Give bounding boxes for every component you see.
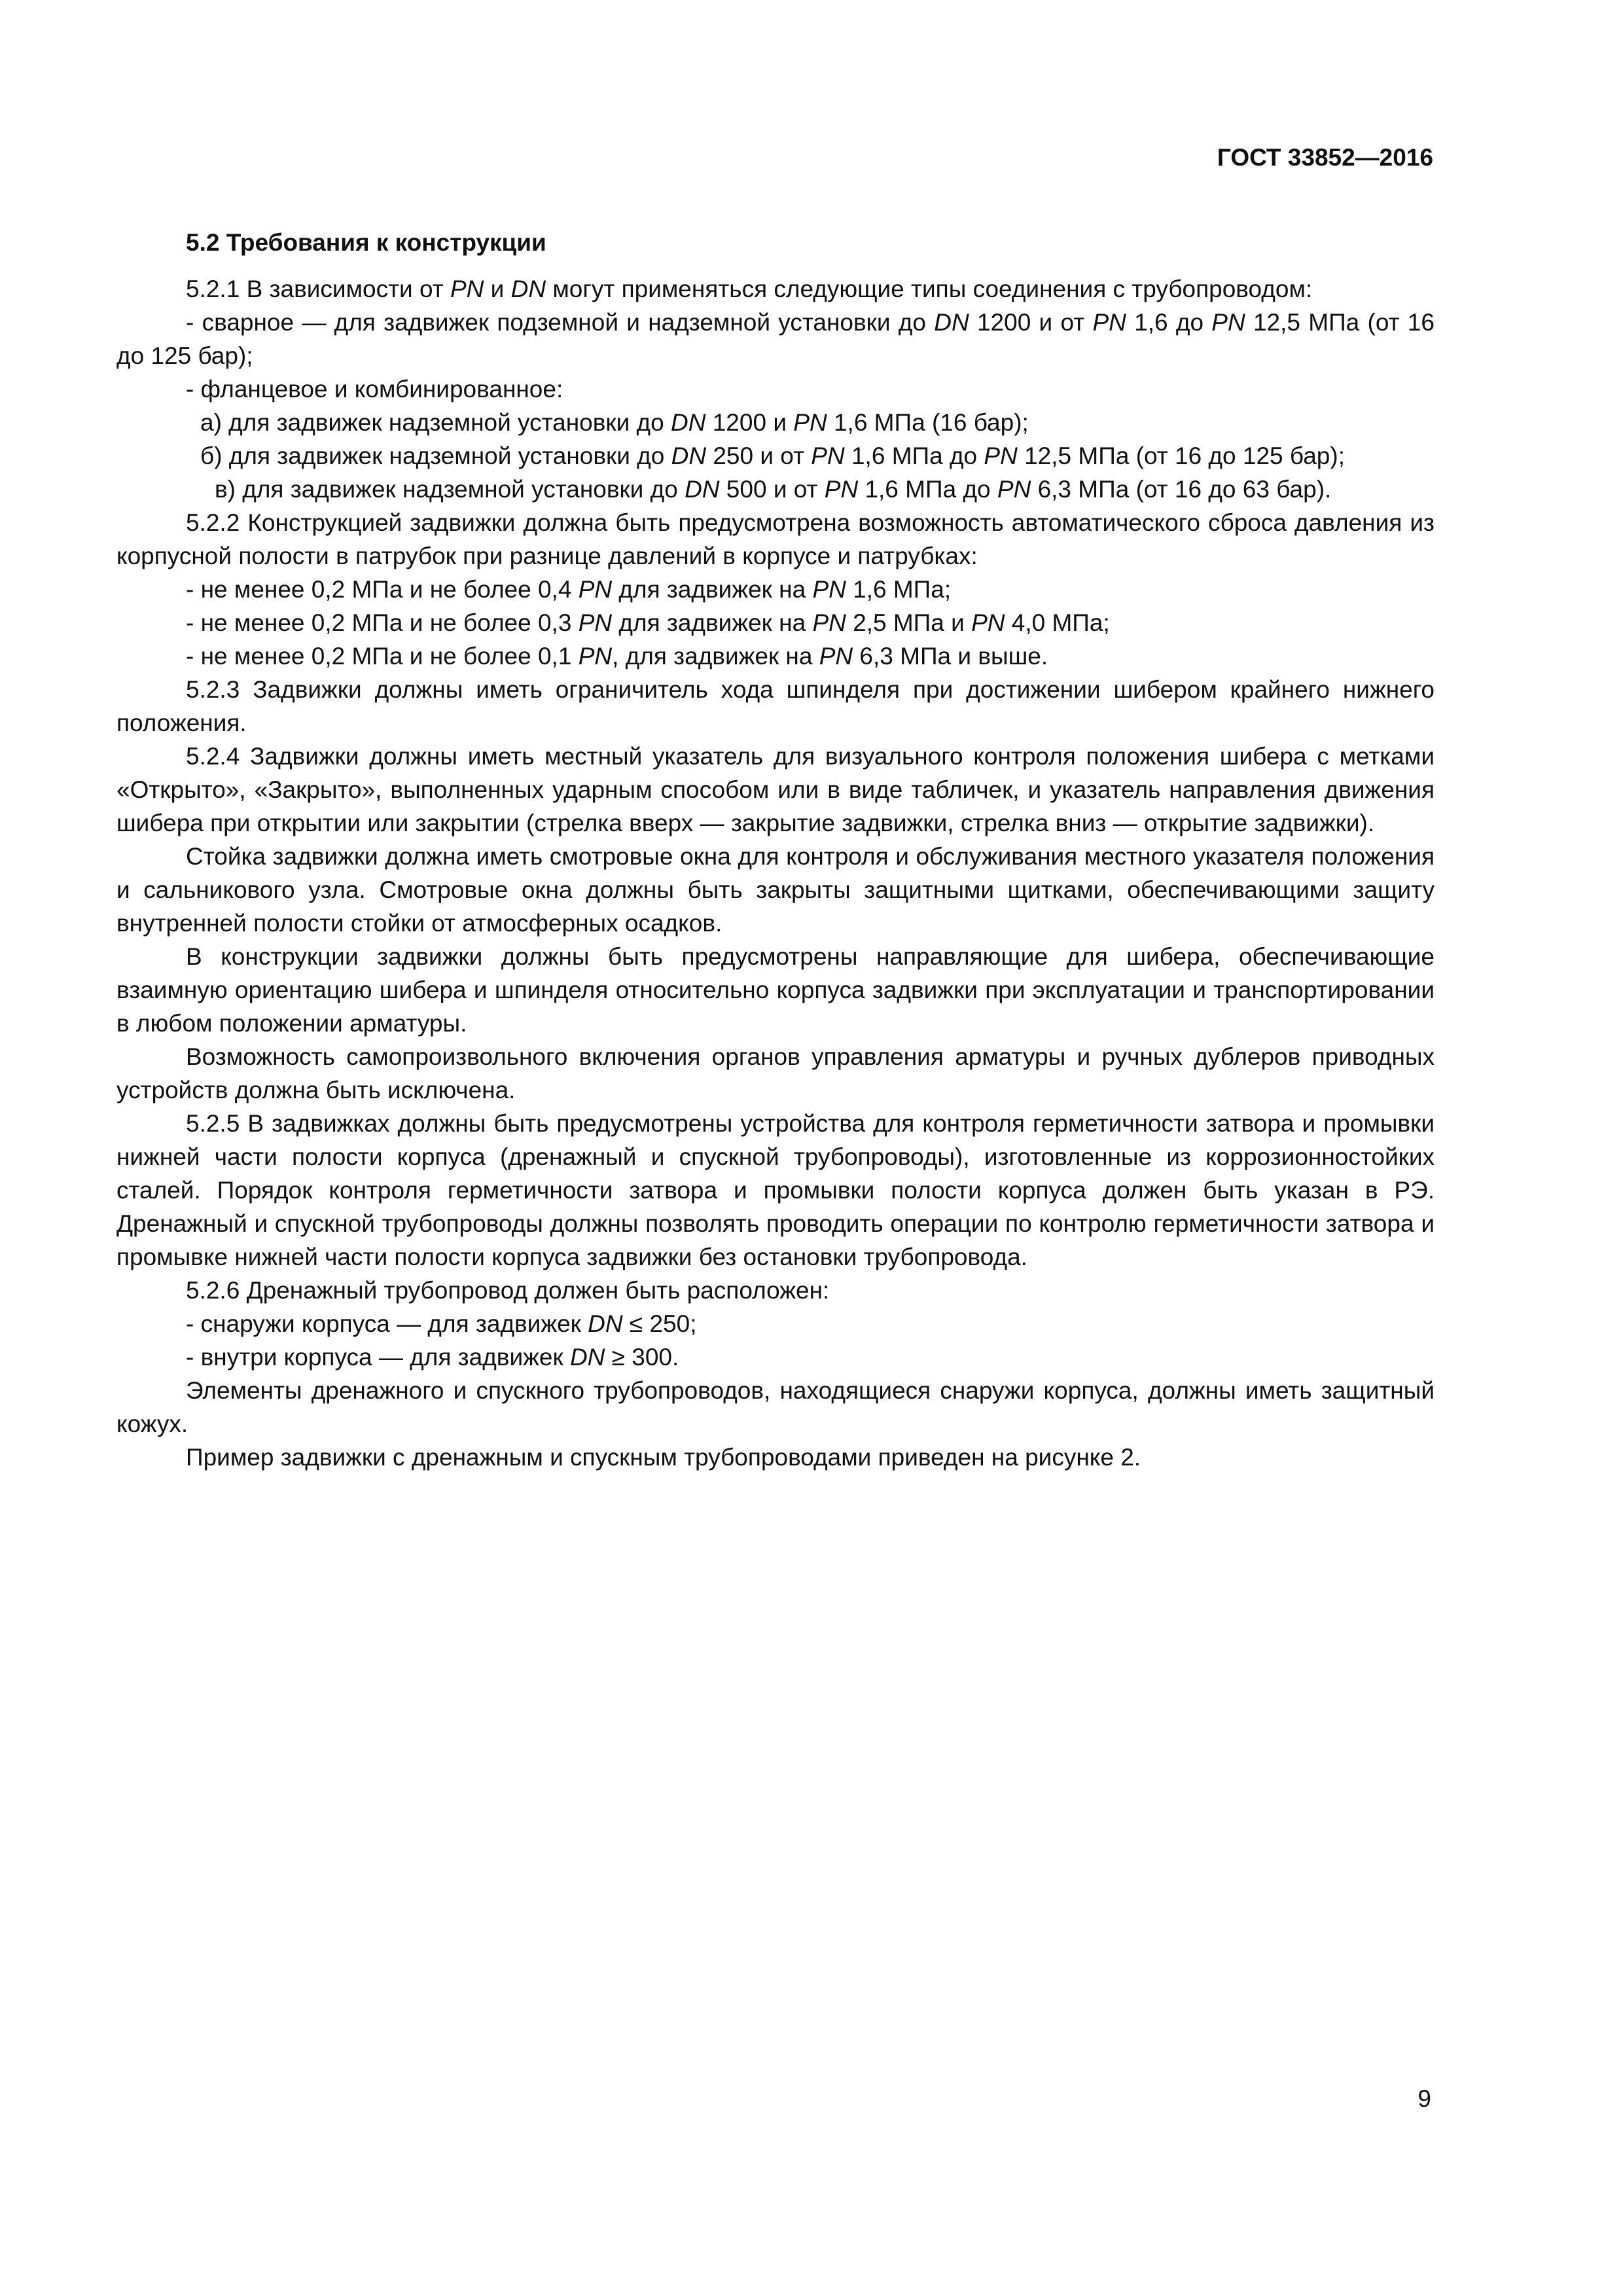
paragraph-stand: Стойка задвижки должна иметь смотровые окна для контроля и обслуживания местного указателя положения и сальникового узла. Смотровые окна должны быть закрыты защитными щитками, обеспечивающими защиту внутренней полости стойки от атмосферных осадков.: [116, 843, 1435, 937]
paragraph-5-2-4: 5.2.4 Задвижки должны иметь местный указатель для визуального контроля положения шибера с метками «Открыто», «Закрыто», выполненных ударным способом или в виде табличек, и указатель направления движения шибера при открытии или закрытии (стрелка вверх — закрытие задвижки, стрелка вниз — открытие задвижки).: [116, 743, 1435, 836]
paragraph-5-2-2: 5.2.2 Конструкцией задвижки должна быть предусмотрена возможность автоматического сброса давления из корпусной полости в патрубок при разнице давлений в корпусе и патрубках:: [116, 509, 1435, 569]
paragraph-self-start: Возможность самопроизвольного включения органов управления арматуры и ручных дублеров приводных устройств должна быть исключена.: [116, 1043, 1435, 1103]
paragraph-5-2-3: 5.2.3 Задвижки должны иметь ограничитель хода шпинделя при достижении шибером крайнего нижнего положения.: [116, 676, 1435, 736]
list-item-pressure-3: - не менее 0,2 МПа и не более 0,1 PN, для задвижек на PN 6,3 МПа и выше.: [186, 643, 1048, 670]
paragraph-5-2-5: 5.2.5 В задвижках должны быть предусмотрены устройства для контроля герметичности затвора и промывки нижней части полости корпуса (дренажный и спускной трубопроводы), изготовленные из коррозионностойких сталей. Порядок контроля герметичности затвора и промывки полости корпуса должен быть указан в РЭ. Дренажный и спускной трубопроводы должны позволять проводить операции по контролю герметичности затвора и промывке нижней части полости корпуса задвижки без остановки трубопровода.: [116, 1110, 1435, 1270]
paragraph-guides: В конструкции задвижки должны быть предусмотрены направляющие для шибера, обеспечивающие взаимную ориентацию шибера и шпинделя относительно корпуса задвижки при эксплуатации и транспортировании в любом положении арматуры.: [116, 943, 1435, 1037]
list-item-pressure-1: - не менее 0,2 МПа и не более 0,4 PN для задвижек на PN 1,6 МПа;: [186, 576, 952, 603]
paragraph-example: Пример задвижки с дренажным и спускным трубопроводами приведен на рисунке 2.: [186, 1444, 1141, 1471]
list-item-pressure-2: - не менее 0,2 МПа и не более 0,3 PN для задвижек на PN 2,5 МПа и PN 4,0 МПа;: [186, 609, 1110, 636]
document-body: [116, 226, 1435, 1474]
list-item-flanged: - фланцевое и комбинированное:: [186, 376, 563, 403]
list-item-welded: - сварное — для задвижек подземной и надземной установки до DN 1200 и от PN 1,6 до PN 12,5 МПа (от 16 до 125 бар);: [116, 309, 1435, 369]
section-heading: 5.2 Требования к конструкции: [186, 229, 546, 256]
page-number: 9: [1418, 2085, 1431, 2112]
sub-item-b: б) для задвижек надземной установки до DN 250 и от PN 1,6 МПа до PN 12,5 МПа (от 16 до 125 бар);: [200, 442, 1345, 469]
paragraph-elements: Элементы дренажного и спускного трубопроводов, находящиеся снаружи корпуса, должны иметь защитный кожух.: [116, 1377, 1435, 1437]
sub-item-c: в) для задвижек надземной установки до DN 500 и от PN 1,6 МПа до PN 6,3 МПа (от 16 до 63 бар).: [215, 476, 1332, 503]
list-item-outside: - снаружи корпуса — для задвижек DN ≤ 250;: [186, 1310, 697, 1337]
paragraph-5-2-1: 5.2.1 В зависимости от PN и DN могут применяться следующие типы соединения с трубопроводом:: [186, 276, 1313, 302]
document-code: ГОСТ 33852—2016: [1217, 144, 1433, 171]
sub-item-a: а) для задвижек надземной установки до DN 1200 и PN 1,6 МПа (16 бар);: [200, 409, 1029, 436]
list-item-inside: - внутри корпуса — для задвижек DN ≥ 300.: [186, 1344, 679, 1371]
paragraph-5-2-6: 5.2.6 Дренажный трубопровод должен быть расположен:: [186, 1277, 830, 1304]
